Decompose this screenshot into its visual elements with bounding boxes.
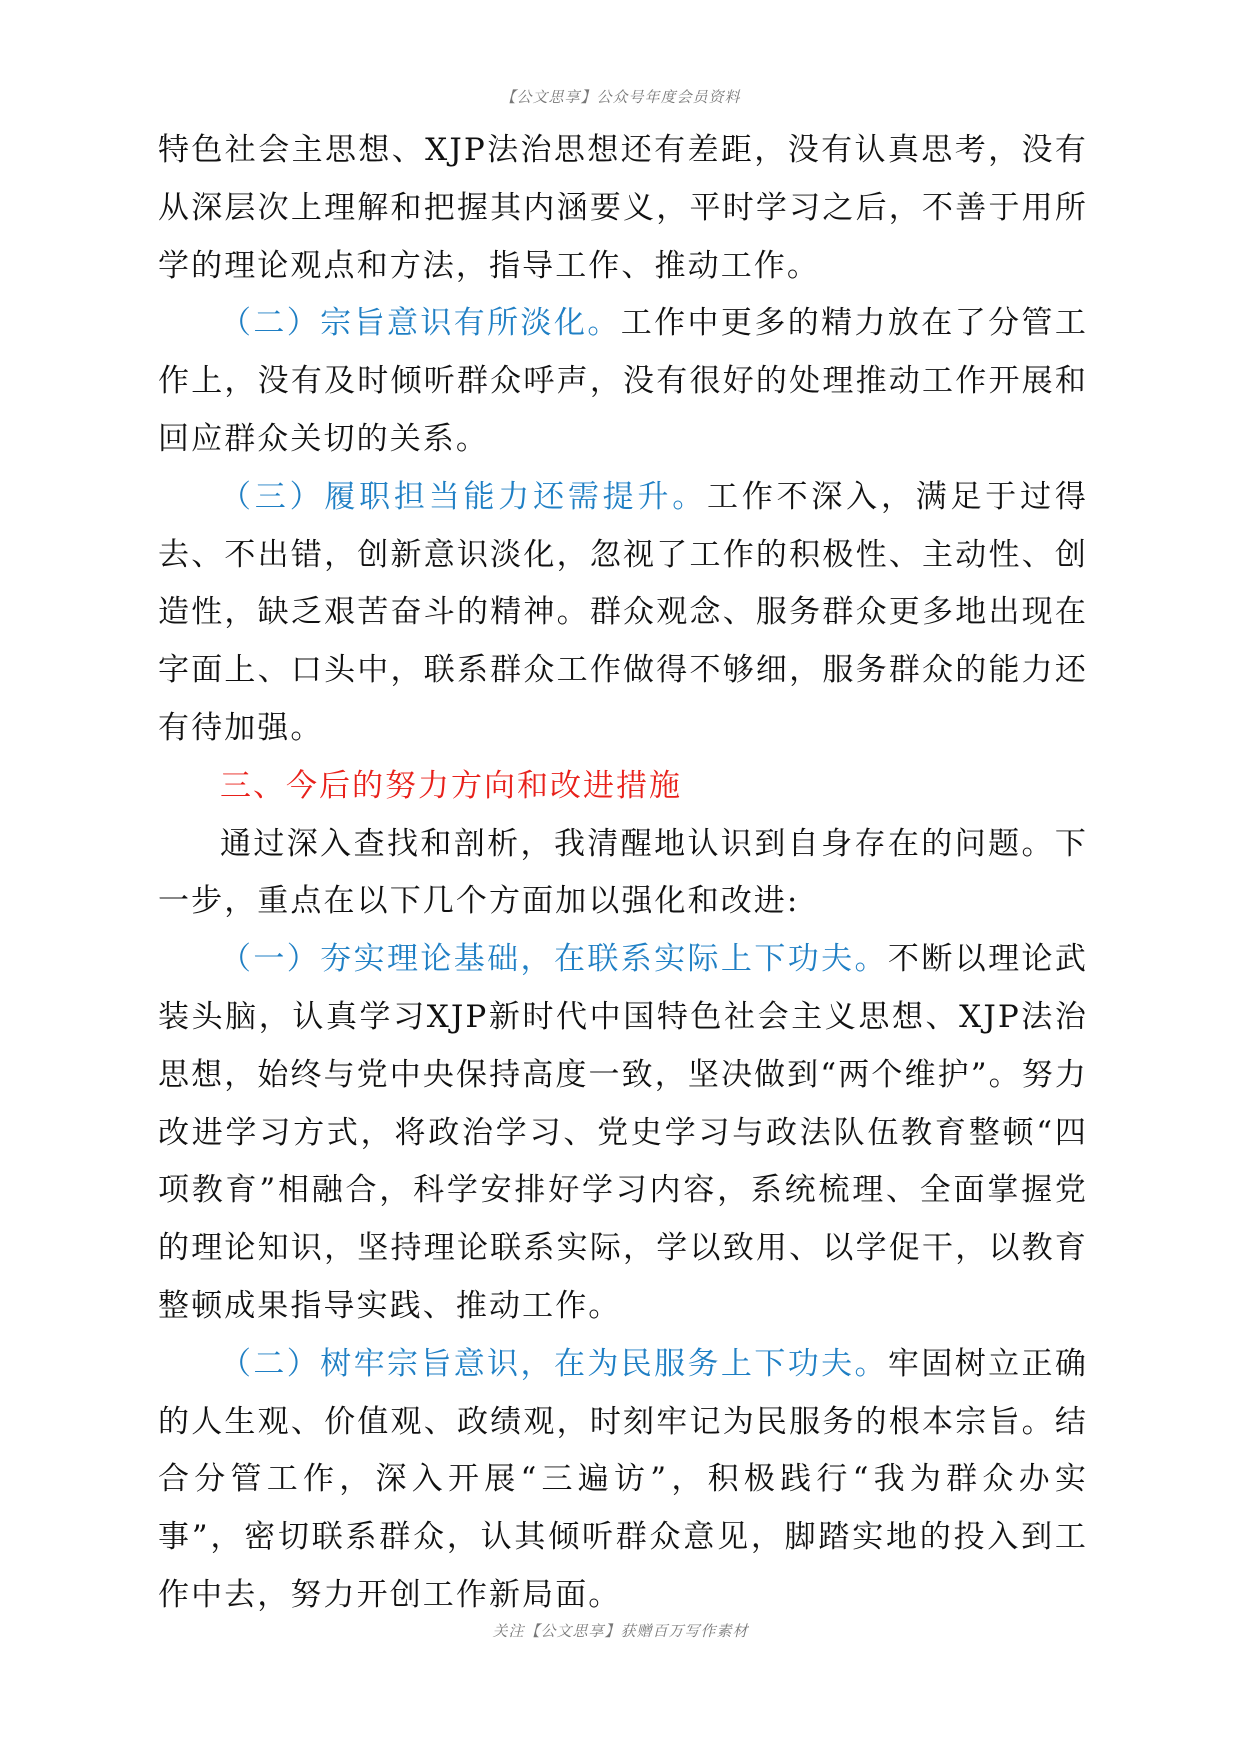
problem-item-2-lead: （二）宗旨意识有所淡化。 — [220, 305, 621, 342]
measure-item-1-lead: （一）夯实理论基础，在联系实际上下功夫。 — [220, 941, 888, 978]
problem-item-2 — [158, 295, 1088, 468]
measure-item-1 — [158, 931, 1088, 1336]
measure-item-2-body: 牢固树立正确的人生观、价值观、政绩观，时刻牢记为民服务的根本宗旨。结合分管工作，深入开展“三遍访”，积极践行“我为群众办实事”，密切联系群众，认其倾听群众意见，脚踏实地的投入到工作中去，努力开创工作新局面。 — [158, 1345, 1088, 1613]
measure-item-2 — [158, 1336, 1088, 1625]
measure-item-2-lead: （二）树牢宗旨意识，在为民服务上下功夫。 — [220, 1345, 888, 1382]
problem-item-3-body: 工作不深入，满足于过得去、不出错，创新意识淡化，忽视了工作的积极性、主动性、创造性，缺乏艰苦奋斗的精神。群众观念、服务群众更多地出现在字面上、口头中，联系群众工作做得不够细，服务群众的能力还有待加强。 — [158, 478, 1088, 746]
intro-paragraph: 通过深入查找和剖析，我清醒地认识到自身存在的问题。下一步，重点在以下几个方面加以强化和改进: — [158, 825, 1088, 920]
problem-item-3-lead: （三）履职担当能力还需提升。 — [220, 478, 708, 515]
problem-item-2-body: 工作中更多的精力放在了分管工作上，没有及时倾听群众呼声，没有很好的处理推动工作开展和回应群众关切的关系。 — [158, 305, 1088, 457]
measure-item-1-body: 不断以理论武装头脑，认真学习XJP新时代中国特色社会主义思想、XJP法治思想，始终与党中央保持高度一致，坚决做到“两个维护”。努力改进学习方式，将政治学习、党史学习与政法队伍教育整顿“四项教育”相融合，科学安排好学习内容，系统梳理、全面掌握党的理论知识，坚持理论联系实际，学以致用、以学促干，以教育整顿成果指导实践、推动工作。 — [158, 941, 1088, 1324]
document-body — [158, 122, 1088, 1625]
section-heading: 三、今后的努力方向和改进措施 — [220, 767, 682, 804]
problem-item-3 — [158, 469, 1088, 758]
page-footer: 关注【公文思享】获赠百万写作素材 — [492, 1622, 749, 1640]
continued-paragraph: 特色社会主思想、XJP法治思想还有差距，没有认真思考，没有从深层次上理解和把握其内涵要义，平时学习之后，不善于用所学的理论观点和方法，指导工作、推动工作。 — [158, 132, 1088, 284]
page-header: 【公文思享】公众号年度会员资料 — [500, 88, 741, 106]
